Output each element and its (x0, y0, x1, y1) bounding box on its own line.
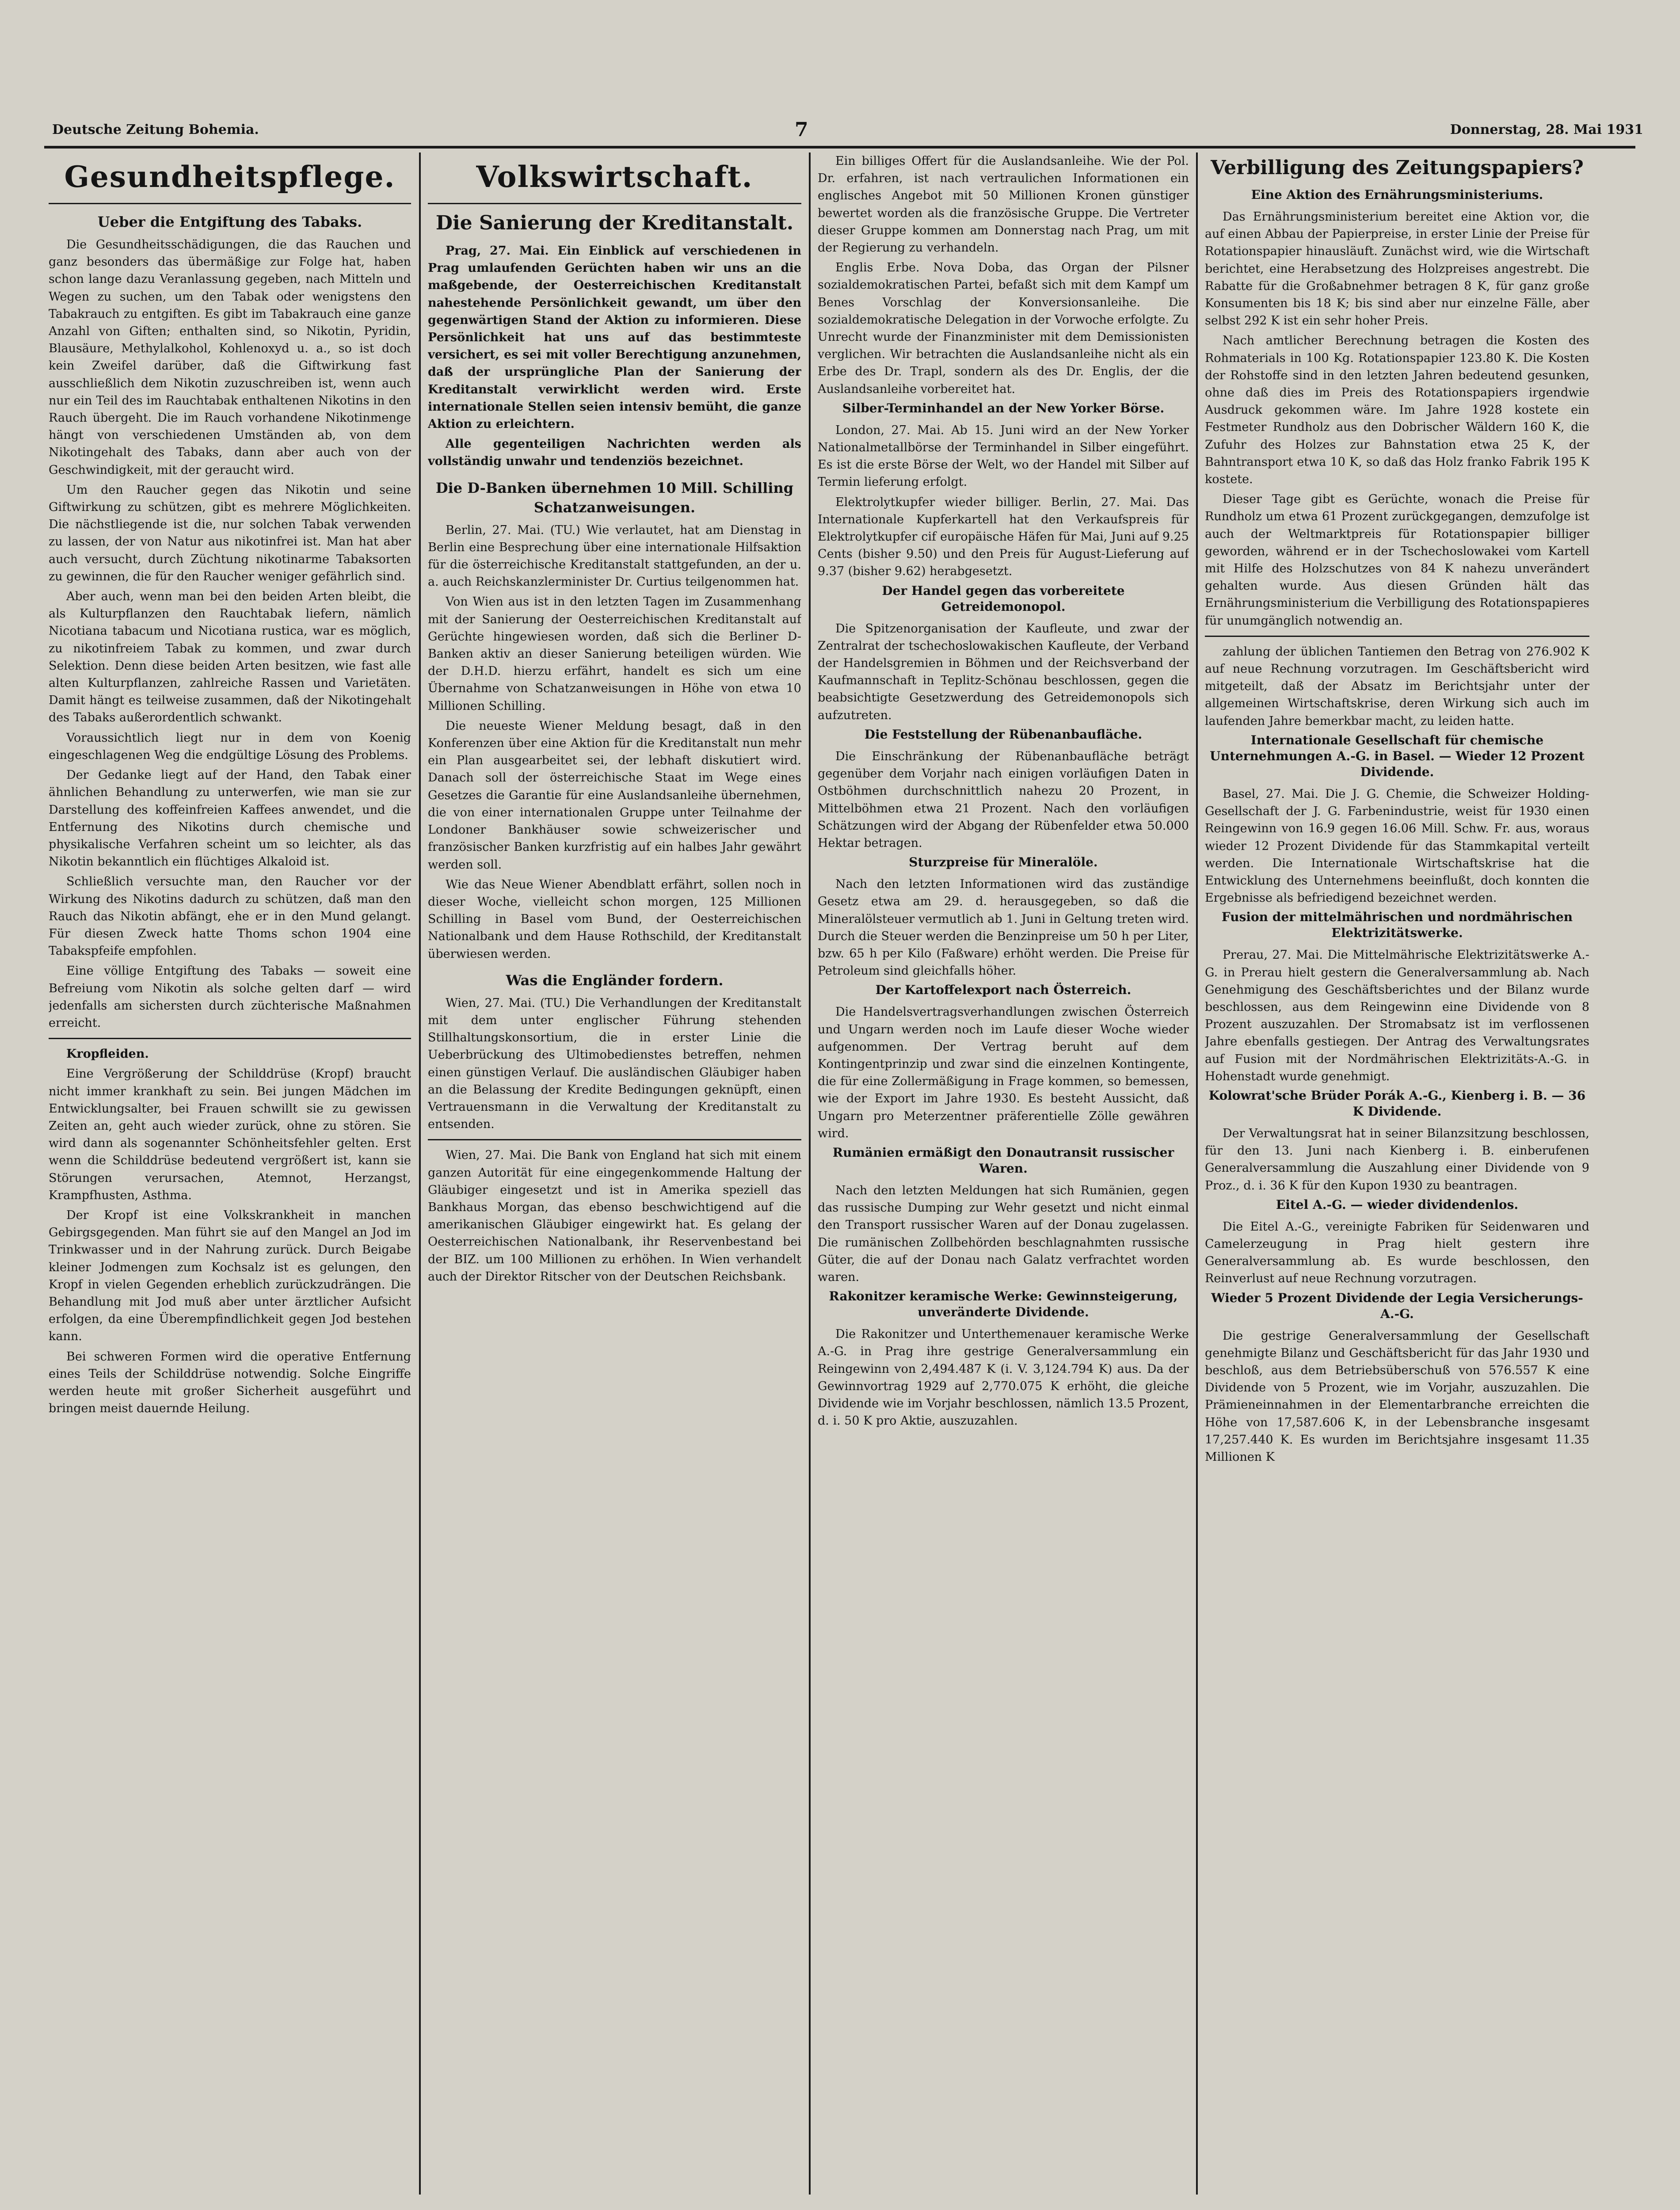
subheading-potato-export: Der Kartoffelexport nach Österreich. (875, 983, 1131, 998)
article-paragraph: Basel, 27. Mai. Die J. G. Chemie, die Schweizer Holding-Gesellschaft der J. G. Farbenindustrie, weist für 1930 einen Reingewinn von 16.9 gegen 16.06 Mill. Schw. Fr. aus, woraus wieder 12 Prozent Dividende für das Stammkapital verteilt werden. Die Internationale Wirtschaftskrise hat die Entwicklung des Unternehmens beeinflußt, doch konnten die Ergebnisse als befriedigend bezeichnet werden. (1205, 787, 1589, 905)
article-title-tobacco: Ueber die Entgiftung des Tabaks. (97, 213, 362, 230)
article-paragraph: Elektrolytkupfer wieder billiger. Berlin, 27. Mai. Das Internationale Kupferkartell hat den Verkaufspreis für Elektrolytkupfer cif europäische Häfen für Mai, Juni auf 9.25 Cents (bisher 9.50) und den Preis für August-Lieferung auf 9.37 (bisher 9.62) herabgesetzt. (818, 495, 1189, 579)
subheading-beet-area: Die Feststellung der Rübenanbaufläche. (864, 727, 1143, 742)
article-paragraph: zahlung der üblichen Tantiemen den Betrag von 276.902 K auf neue Rechnung vorzutragen. Im Geschäftsbericht wird mitgeteilt, daß der Absatz im Berichtsjahr unter der allgemeinen Wirtschaftskrise, deren Wirkung sich auch im laufenden Jahre bemerkbar macht, zu leiden hatte. (1205, 644, 1589, 728)
article-paragraph: Der Verwaltungsrat hat in seiner Bilanzsitzung beschlossen, für den 13. Juni nach Kienberg i. B. einberufenen Generalversammlung die Auszahlung einer Dividende von 9 Proz., d. i. 36 K für den Kupon 1930 zu beantragen. (1205, 1126, 1589, 1193)
article-title-newsprint: Verbilligung des Zeitungspapiers? (1211, 156, 1584, 179)
article-paragraph: Aber auch, wenn man bei den beiden Arten bleibt, die als Kulturpflanzen den Rauchtabak liefern, nämlich Nicotiana tabacum und Nicotiana rustica, war es möglich, zu nikotinfreiem Tabak zu kommen, und zwar durch Selektion. Denn diese beiden Arten besitzen, wie fast alle alten Kulturpflanzen, zahlreiche Rassen und Varietäten. Damit hängt es teilweise zusammen, daß der Nikotingehalt des Tabaks außerordentlich schwankt. (49, 590, 411, 725)
article-paragraph: Nach den letzten Informationen wird das zuständige Gesetz etwa am 29. d. herausgegeben, so daß die Mineralölsteuer vermutlich ab 1. Juni in Geltung treten wird. Durch die Steuer werden die Benzinpreise um 50 h per Liter, bzw. 65 h per Kilo (Faßware) erhöht werden. Die Preise für Petroleum sind gleichfalls höher. (818, 877, 1189, 978)
article-paragraph: Der Kropf ist eine Volkskrankheit in manchen Gebirgsgegenden. Man führt sie auf den Mangel an Jod im Trinkwasser und in der Nahrung zurück. Durch Beigabe kleiner Jodmengen zum Kochsalz ist es gelungen, den Kropf in vielen Gegenden erheblich zurückzudrängen. Die Behandlung mit Jod muß aber unter ärztlicher Aufsicht erfolgen, da eine Überempfindlichkeit gegen Jod bestehen kann. (49, 1208, 411, 1344)
article-paragraph: Wien, 27. Mai. (TU.) Die Verhandlungen der Kreditanstalt mit dem unter englischer Führung stehenden Stillhaltungskonsortium, die in erster Linie die Ueberbrückung des Ultimobedienstes betreffen, nehmen einen günstigen Verlauf. Die ausländischen Gläubiger haben an die Belassung der Kredite Bedingungen geknüpft, einen Vertrauensmann in die Verwaltung der Kreditanstalt zu entsenden. (428, 996, 801, 1132)
article-paragraph: Wien, 27. Mai. Die Bank von England hat sich mit einem ganzen Autorität für eine eingegenkommende Haltung der Gläubiger eingesetzt und ist in Amerika speziell das Bankhaus Morgan, das ebenso beschwichtigend auf die amerikanischen Gläubiger eingewirkt hat. Es gelang der Oesterreichischen Nationalbank, ihr Reservenbestand bei der BIZ. um 100 Millionen zu erhöhen. In Wien verhandelt auch der Direktor Ritscher von der Deutschen Reichsbank. (428, 1148, 801, 1284)
article-paragraph: Ein billiges Offert für die Auslandsanleihe. Wie der Pol. Dr. erfahren, ist nach vertraulichen Informationen ein englisches Angebot mit 50 Millionen Kronen günstiger bewertet worden als die französische Gruppe. Die Vertreter dieser Gruppe kommen am Donnerstag nach Prag, um mit der Regierung zu verhandeln. (818, 154, 1189, 255)
article-paragraph: Die Spitzenorganisation der Kaufleute, und zwar der Zentralrat der tschechoslowakischen Kaufleute, der Verband der Handelsgremien in Böhmen und der Reichsverband der Kaufmannschaft in Teplitz-Schönau beschlossen, gegen die beabsichtigte Gesetzwerdung des Getreidemonopols sich aufzutreten. (818, 621, 1189, 722)
column-separator (1196, 152, 1198, 2195)
article-paragraph: Die Eitel A.-G., vereinigte Fabriken für Seidenwaren und Camelerzeugung in Prag hielt gestern ihre Generalversammlung ab. Es wurde beschlossen, den Reinverlust auf neue Rechnung vorzutragen. (1205, 1219, 1589, 1286)
subheading-d-banks: Die D-Banken übernehmen 10 Mill. Schilling Schatzanweisungen. (435, 479, 794, 516)
subheading-legia: Wieder 5 Prozent Dividende der Legia Versicherungs-A.-G. (1211, 1290, 1583, 1321)
divider (428, 203, 801, 204)
section-title-economy: Volkswirtschaft. (476, 160, 753, 194)
article-paragraph: Nach den letzten Meldungen hat sich Rumänien, gegen das russische Dumping zur Wehr gesetzt und nicht einmal den Transport russischer Waren auf der Donau zugelassen. Die rumänischen Zollbehörden beschlagnahmten russische Güter, die auf der Donau nach Galatz verfrachtet worden waren. (818, 1183, 1189, 1284)
subheading-kienberg: Kolowrat'sche Brüder Porák A.-G., Kienberg i. B. — 36 K Dividende. (1208, 1088, 1586, 1119)
subheading-basel-chemical: Internationale Gesellschaft für chemische Unternehmungen A.-G. in Basel. — Wieder 12 Prozent Dividende. (1210, 732, 1585, 779)
header-page-number: 7 (795, 118, 808, 141)
article-paragraph: Die Handelsvertragsverhandlungen zwischen Österreich und Ungarn werden noch im Laufe dieser Woche wieder aufgenommen. Der Vertrag beruht auf dem Kontingentprinzip und zwar sind die einzelnen Kontingente, die für eine Zollermäßigung in Frage kommen, so bemessen, wie der Export im Jahre 1930. Es besteht Aussicht, daß Ungarn pro Meterzentner präferentielle Zölle gewähren wird. (818, 1005, 1189, 1140)
subheading-danube-transit: Rumänien ermäßigt den Donautransit russischer Waren. (832, 1145, 1174, 1176)
article-paragraph: Nach amtlicher Berechnung betragen die Kosten des Rohmaterials in 100 Kg. Rotationspapier 123.80 K. Die Kosten der Rohstoffe sind in den letzten Jahren bedeutend gesunken, ohne daß dies im Preis des Rotationspapiers irgendwie Ausdruck gekommen wäre. Im Jahre 1928 kostete ein Festmeter Rundholz aus den Dobrischer Wäldern 160 K, die Zufuhr des Holzes zur Bahnstation etwa 25 K, der Bahntransport etwa 10 K, so daß das Holz franko Fabrik 195 K kostete. (1205, 334, 1589, 487)
section-title-health: Gesundheitspflege. (64, 160, 396, 194)
divider (49, 1038, 411, 1039)
header-rule (44, 146, 1635, 149)
subarticle-title-goiter: Kropfleiden. (66, 1047, 149, 1061)
column-separator (419, 152, 421, 2195)
column-health (49, 152, 411, 2195)
article-paragraph: Prerau, 27. Mai. Die Mittelmährische Elektrizitätswerke A.-G. in Prerau hielt gestern die Generalversammlung ab. Nach Genehmigung des Geschäftsberichtes und der Bilanz wurde beschlossen, aus dem Reingewinn eine Dividende von 8 Prozent auszuzahlen. Der Stromabsatz ist im verflossenen Jahre ebenfalls gestiegen. Der Antrag des Verwaltungsrates auf Fusion mit der Nordmährischen Elektrizitäts-A.-G. in Hohenstadt wurde genehmigt. (1205, 948, 1589, 1083)
subheading-silver-trading: Silber-Terminhandel an der New Yorker Börse. (842, 400, 1165, 415)
divider (49, 203, 411, 204)
article-paragraph: Alle gegenteiligen Nachrichten werden als vollständig unwahr und tendenziös bezeichnet. (428, 437, 801, 469)
subheading-mineral-oil: Sturzpreise für Mineralöle. (909, 855, 1098, 870)
article-paragraph: Die Gesundheitsschädigungen, die das Rauchen und ganz besonders das übermäßige zur Folge hat, haben schon lange dazu Veranlassung gegeben, nach Mitteln und Wegen zu suchen, um den Tabak oder wenigstens den Tabakrauch zu entgiften. Es gibt im Tabakrauch eine ganze Anzahl von Giften; enthalten sind, so Nikotin, Pyridin, Blausäure, Methylalkohol, Kohlenoxyd u. a., so ist doch kein Zweifel darüber, daß die Giftwirkung fast ausschließlich dem Nikotin zuzuschreiben ist, wenn auch nur ein Teil des im Rauchtabak enthaltenen Nikotins in den Rauch übergeht. Die im Rauch vorhandene Nikotinmenge hängt von verschiedenen Umständen ab, von dem Nikotingehalt des Tabaks, dann aber auch von der Geschwindigkeit, mit der geraucht wird. (49, 238, 411, 477)
article-paragraph: Eine völlige Entgiftung des Tabaks — soweit eine Befreiung vom Nikotin als solche gelten darf — wird jedenfalls am sichersten durch züchterische Maßnahmen erreicht. (49, 964, 411, 1030)
article-paragraph: Eine Vergrößerung der Schilddrüse (Kropf) braucht nicht immer krankhaft zu sein. Bei jungen Mädchen im Entwicklungsalter, bei Frauen schwillt sie zu gewissen Zeiten an, geht auch wieder zurück, ohne zu stören. Sie wird dann als sogenannter Schönheitsfehler gelten. Erst wenn die Schilddrüse bedeutend vergrößert ist, kann sie Störungen verursachen, Atemnot, Herzangst, Krampfhusten, Asthma. (49, 1067, 411, 1202)
divider (1205, 636, 1589, 637)
article-paragraph: Das Ernährungsministerium bereitet eine Aktion vor, die auf einen Abbau der Papierpreise, in erster Linie der Preise für Rotationspapier hinausläuft. Zunächst wird, wie die Wirtschaft berichtet, eine Herabsetzung des Holzpreises angestrebt. Die Rabatte für die Großabnehmer betragen 8 K, für ganz große Konsumenten bis 18 K; bis sind aber nur einzelne Fälle, aber selbst 292 K ist ein sehr hoher Preis. (1205, 210, 1589, 328)
article-paragraph: Dieser Tage gibt es Gerüchte, wonach die Preise für Rundholz um etwa 61 Prozent zurückgegangen, demzufolge ist auch der Weltmarktpreis für Rotationspapier billiger geworden, während er in der Tschechoslowakei vom Kartell mit Hilfe des Holzschutzes von 84 K nahezu unverändert gehalten wurde. Aus diesen Gründen hält das Ernährungsministerium die Verbilligung des Rotationspapieres für unumgänglich notwendig an. (1205, 492, 1589, 628)
article-subtitle: Eine Aktion des Ernährungsministeriums. (1251, 187, 1543, 202)
article-paragraph: Die gestrige Generalversammlung der Gesellschaft genehmigte Bilanz und Geschäftsbericht für das Jahr 1930 und beschloß, aus dem Betriebsüberschuß von 576.557 K eine Dividende von 5 Prozent, wie im Vorjahr, auszuzahlen. Die Prämieneinnahmen in der Elementarbranche erreichten die Höhe von 17,587.606 K, in der Lebensbranche insgesamt 17,257.440 K. Es wurden im Berichtsjahre insgesamt 11.35 Millionen K (1205, 1329, 1589, 1464)
article-title-kreditanstalt: Die Sanierung der Kreditanstalt. (435, 212, 794, 234)
article-paragraph: Schließlich versuchte man, den Raucher vor der Wirkung des Nikotins dadurch zu schützen, daß man den Rauch das Nikotin abfängt, ehe er in den Mund gelangt. Für diesen Zweck hatte Thoms schon 1904 eine Tabakspfeife empfohlen. (49, 875, 411, 958)
divider (428, 1139, 801, 1140)
article-paragraph: Prag, 27. Mai. Ein Einblick auf verschiedenen in Prag umlaufenden Gerüchten haben wir uns an die maßgebende, der Oesterreichischen Kreditanstalt nahestehende Persönlichkeit gewandt, um über den gegenwärtigen Stand der Aktion zu informieren. Diese Persönlichkeit hat uns auf das bestimmteste versichert, es sei mit voller Berechtigung anzunehmen, daß der ursprüngliche Plan der Sanierung der Kreditanstalt verwirklicht werden wird. Erste internationale Stellen seien intensiv bemüht, die ganze Aktion zu erleichtern. (428, 244, 801, 431)
article-paragraph: Berlin, 27. Mai. (TU.) Wie verlautet, hat am Dienstag in Berlin eine Besprechung über eine internationale Hilfsaktion für die österreichische Kreditanstalt stattgefunden, an der u. a. auch Reichskanzlerminister Dr. Curtius teilgenommen hat. (428, 523, 801, 589)
article-paragraph: Bei schweren Formen wird die operative Entfernung eines Teils der Schilddrüse notwendig. Solche Eingriffe werden heute mit großer Sicherheit ausgeführt und bringen meist dauernde Heilung. (49, 1349, 411, 1416)
subheading-english-demands: Was die Engländer fordern. (506, 972, 724, 989)
article-paragraph: Die neueste Wiener Meldung besagt, daß in den Konferenzen über eine Aktion für die Kreditanstalt nun mehr ein Plan ausgearbeitet sei, der lebhaft diskutiert wird. Danach soll der österreichische Staat im Wege eines Gesetzes die Garantie für eine Auslandsanleihe übernehmen, die von einer internationalen Gruppe unter Teilnahme der Londoner Bankhäuser sowie schweizerischer und französischer Banken kurzfristig auf ein halbes Jahr gewährt werden soll. (428, 719, 801, 872)
article-paragraph: London, 27. Mai. Ab 15. Juni wird an der New Yorker Nationalmetallbörse der Terminhandel in Silber eingeführt. Es ist die erste Börse der Welt, wo der Handel mit Silber auf Termin lieferung erfolgt. (818, 423, 1189, 489)
article-paragraph: Voraussichtlich liegt nur in dem von Koenig eingeschlagenen Weg die endgültige Lösung des Problems. (49, 731, 411, 762)
subheading-rakonitz: Rakonitzer keramische Werke: Gewinnsteigerung, unveränderte Dividende. (829, 1289, 1178, 1320)
column-paper-prices (1205, 152, 1589, 2195)
article-paragraph: Der Gedanke liegt auf der Hand, den Tabak einer ähnlichen Behandlung zu unterwerfen, wie man sie zur Darstellung des koffeinfreien Kaffees anwendet, und die Entfernung des Nikotins durch chemische und physikalische Verfahren scheint um so leichter, als das Nikotin bekanntlich ein flüchtiges Alkaloid ist. (49, 768, 411, 869)
column-economy-news (818, 152, 1189, 2195)
article-paragraph: Die Einschränkung der Rübenanbaufläche beträgt gegenüber dem Vorjahr nach einigen vorläufigen Daten in Ostböhmen durchschnittlich nahezu 20 Prozent, in Mittelböhmen etwa 21 Prozent. Nach den vorläufigen Schätzungen wird der Abgang der Rübenfelder etwa 50.000 Hektar betragen. (818, 749, 1189, 850)
column-separator (809, 152, 811, 2195)
article-paragraph: Wie das Neue Wiener Abendblatt erfährt, sollen noch in dieser Woche, vielleicht schon morgen, 125 Millionen Schilling in Basel vom Bund, der Oesterreichischen Nationalbank und dem Hause Rothschild, der Kreditanstalt überwiesen werden. (428, 877, 801, 961)
article-paragraph: Um den Raucher gegen das Nikotin und seine Giftwirkung zu schützen, gibt es mehrere Möglichkeiten. Die nächstliegende ist die, nur solchen Tabak verwenden zu lassen, der von Natur aus nikotinfrei ist. Man hat aber auch versucht, durch Züchtung nikotinarme Tabaksorten zu gewinnen, die für den Raucher weniger gefährlich sind. (49, 483, 411, 583)
column-economy (428, 152, 801, 2195)
subheading-grain-monopoly: Der Handel gegen das vorbereitete Getreidemonopol. (882, 583, 1125, 614)
article-paragraph: Englis Erbe. Nova Doba, das Organ der Pilsner sozialdemokratischen Partei, befaßt sich mit dem Kampf um Benes Vorschlag der Konversionsanleihe. Die sozialdemokratische Delegation in der Vorwoche erfolgte. Zu Unrecht wurde der Finanzminister mit dem Demissionisten verglichen. Wir betrachten die Auslandsanleihe nicht als ein Erbe des Dr. Trapl, sondern als des Dr. Englis, der die Auslandsanleihe vorbereitet hat. (818, 261, 1189, 396)
article-paragraph: Die Rakonitzer und Unterthemenauer keramische Werke A.-G. in Prag ihre gestrige Generalversammlung ein Reingewinn von 2,494.487 K (i. V. 3,124.794 K) aus. Da der Gewinnvortrag 1929 auf 2,770.075 K erhöht, die gleiche Dividende wie im Vorjahr beschlossen, nämlich 13.5 Prozent, d. i. 50 K pro Aktie, auszuzahlen. (818, 1327, 1189, 1428)
page-header (52, 118, 1643, 145)
header-newspaper-name: Deutsche Zeitung Bohemia. (52, 122, 259, 137)
article-paragraph: Von Wien aus ist in den letzten Tagen im Zusammenhang mit der Sanierung der Oesterreichischen Kreditanstalt auf Gerüchte hingewiesen worden, daß sich die Berliner D-Banken aktiv an dieser Sanierung beteiligen würden. Wie der D.H.D. hierzu erfährt, handelt es sich um eine Übernahme von Schatzanweisungen in Höhe von etwa 10 Millionen Schilling. (428, 595, 801, 713)
subheading-eitel: Eitel A.-G. — wieder dividendenlos. (1276, 1197, 1519, 1212)
subheading-electricity-fusion: Fusion der mittelmährischen und nordmährischen Elektrizitätswerke. (1221, 910, 1573, 941)
header-date: Donnerstag, 28. Mai 1931 (1450, 122, 1643, 137)
